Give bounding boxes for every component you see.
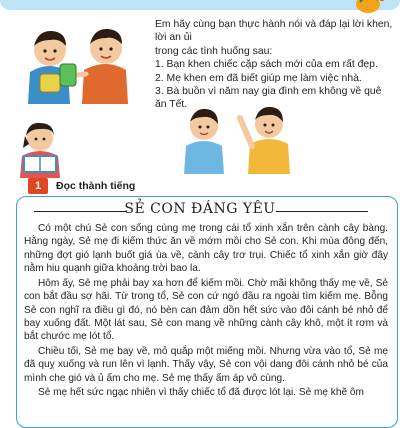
story-paragraph-1: Có một chú Sẻ con sống cùng mẹ trong cái tổ xinh xắn trên cành cây bàng. Hằng ngày, Sẻ mẹ đi kiếm thức ăn về mớm mồi cho Sẻ con. Khi mùa đông đến, những đợt gió lạnh buốt giá ùa về, cành cây trơ trụi. Chiếc tổ xinh xắn giờ đây nằm hiu quạnh giữa khoảng trời bao la. xyxy=(24,223,388,275)
section-header xyxy=(10,178,210,194)
story-paragraph-3: Chiều tối, Sẻ mẹ bay về, mỏ quắp một miếng mồi. Nhưng vừa vào tổ, Sẻ mẹ đã quỵ xuống và run lên vì lạnh. Thấy vậy, Sẻ con vội dang đôi cánh nhỏ bé của mình che gió và ủ ấm cho mẹ. Sẻ mẹ thấy ấm áp vô cùng. xyxy=(24,346,388,384)
section-number: 1 xyxy=(28,178,48,194)
section-title: Đọc thành tiếng xyxy=(56,180,136,192)
intro-prompt xyxy=(155,18,395,112)
story-paragraph-2: Hôm ấy, Sẻ mẹ phải bay xa hơn để kiếm mồi. Chờ mãi không thấy mẹ về, Sẻ con bắt đầu sợ hãi. Từ trong tổ, Sẻ con cứ ngó đầu ra ngoài tìm kiếm mẹ. Bỗng Sẻ con nghĩ ra điều gì đó, nó bèn can đảm dồn hết sức vào đôi cánh bé nhỏ để bay xuống đất. Một lát sau, Sẻ con mang về những cành cây khô, một ít rơm và bắt chước mẹ lót tổ. xyxy=(24,277,388,343)
girl-reading-illustration xyxy=(10,118,80,178)
intro-item-1: 1. Bạn khen chiếc cặp sách mới của em rất đẹp. xyxy=(155,59,378,71)
intro-item-2: 2. Mẹ khen em đã biết giúp mẹ làm việc nhà. xyxy=(155,72,362,84)
top-banner xyxy=(0,0,400,10)
intro-item-3: 3. Bà buồn vì năm nay gia đình em không về quê ăn Tết. xyxy=(155,86,382,111)
story-body xyxy=(24,222,388,401)
fruit-icon xyxy=(348,0,388,14)
story-title: SẺ CON ĐÁNG YÊU xyxy=(124,201,276,217)
intro-line-1: Em hãy cùng bạn thực hành nói và đáp lại lời khen, lời an ủi xyxy=(155,19,393,44)
story-paragraph-4: Sẻ mẹ hết sức ngạc nhiên vì thấy chiếc tổ đã được lót lại. Sẻ mẹ khẽ ôm xyxy=(38,387,364,399)
intro-line-2: trong các tình huống sau: xyxy=(155,45,273,57)
boys-backpack-illustration xyxy=(20,14,140,104)
